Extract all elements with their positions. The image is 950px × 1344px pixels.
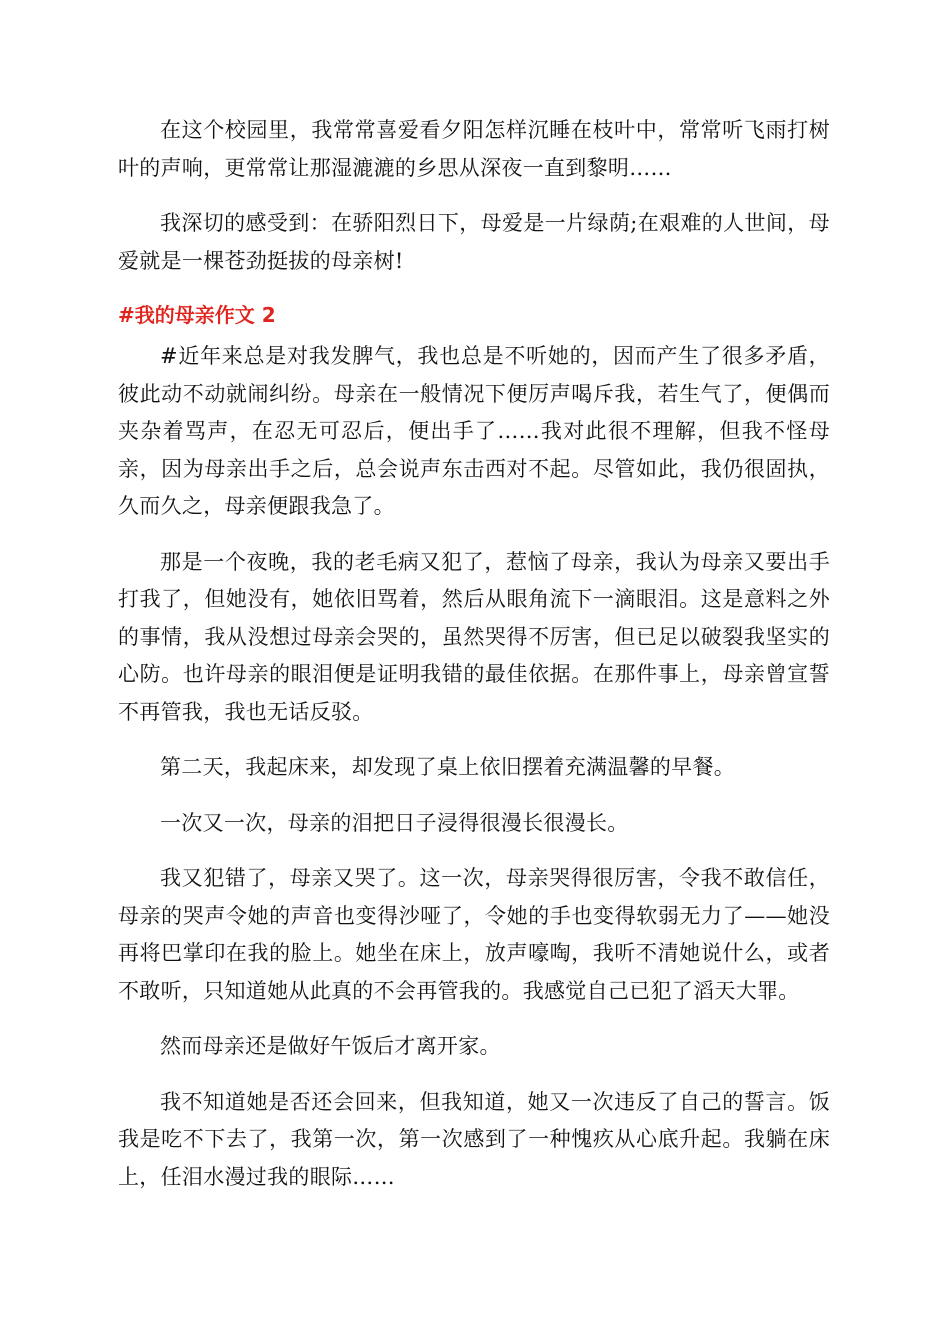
paragraph: 那是一个夜晚，我的老毛病又犯了，惹恼了母亲，我认为母亲又要出手打我了，但她没有，她依旧骂着，然后从眼角流下一滴眼泪。这是意料之外的事情，我从没想过母亲会哭的，虽然哭得不厉害，但已足以破裂我坚实的心防。也许母亲的眼泪便是证明我错的最佳依据。在那件事上，母亲曾宣誓不再管我，我也无话反驳。	[118, 549, 830, 724]
paragraph: 我深切的感受到：在骄阳烈日下，母爱是一片绿荫;在艰难的人世间，母爱就是一棵苍劲挺拔的母亲树!	[118, 211, 830, 273]
paragraph: 我不知道她是否还会回来，但我知道，她又一次违反了自己的誓言。饭我是吃不下去了，我第一次，第一次感到了一种愧疚从心底升起。我躺在床上，任泪水漫过我的眼际……	[118, 1089, 830, 1189]
paragraph: 在这个校园里，我常常喜爱看夕阳怎样沉睡在枝叶中，常常听飞雨打树叶的声响，更常常让那湿漉漉的乡思从深夜一直到黎明……	[118, 118, 830, 180]
paragraph: 一次又一次，母亲的泪把日子浸得很漫长很漫长。	[160, 810, 629, 835]
section-heading: #我的母亲作文 2	[118, 303, 276, 327]
paragraph: 我又犯错了，母亲又哭了。这一次，母亲哭得很厉害，令我不敢信任，母亲的哭声令她的声音也变得沙哑了，令她的手也变得软弱无力了——她没再将巴掌印在我的脸上。她坐在床上，放声嚎啕，我听不清她说什么，或者不敢听，只知道她从此真的不会再管我的。我感觉自己已犯了滔天大罪。	[118, 866, 830, 1003]
paragraph: 第二天，我起床来，却发现了桌上依旧摆着充满温馨的早餐。	[160, 755, 736, 779]
paragraph: 然而母亲还是做好午饭后才离开家。	[160, 1034, 501, 1058]
paragraph: #近年来总是对我发脾气，我也总是不听她的，因而产生了很多矛盾，彼此动不动就闹纠纷。母亲在一般情况下便厉声喝斥我，若生气了，便偶而夹杂着骂声，在忍无可忍后，便出手了……我对此很不理解，但我不怪母亲，因为母亲出手之后，总会说声东击西对不起。尽管如此，我仍很固执，久而久之，母亲便跟我急了。	[118, 344, 830, 518]
